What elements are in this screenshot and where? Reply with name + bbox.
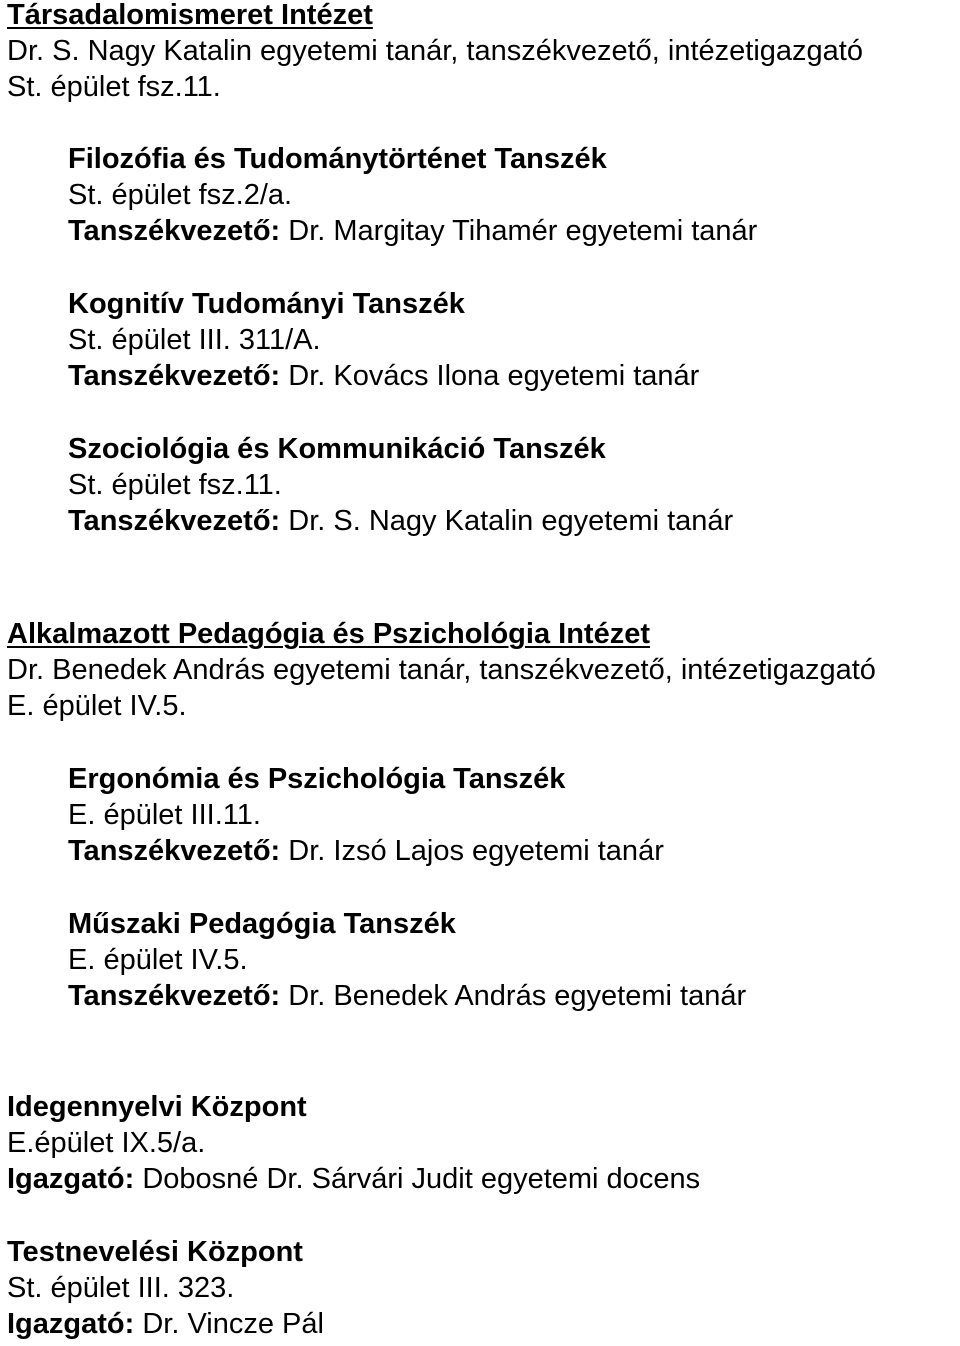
institute-location: St. épület fsz.11. xyxy=(7,71,221,103)
department-name: Műszaki Pedagógia Tanszék xyxy=(68,908,456,940)
department-head-line xyxy=(68,503,733,539)
role-label: Igazgató: xyxy=(7,1163,135,1195)
department-head: Dr. Benedek András egyetemi tanár xyxy=(288,980,747,1012)
institute-head: Dr. Benedek András egyetemi tanár, tanszékvezető, intézetigazgató xyxy=(7,654,876,686)
department-location: E. épület IV.5. xyxy=(68,944,248,976)
department-location: E. épület III.11. xyxy=(68,799,261,831)
center-head-line xyxy=(7,1306,324,1342)
role-label: Tanszékvezető: xyxy=(68,505,281,537)
center-location: St. épület III. 323. xyxy=(7,1272,235,1304)
department-head: Dr. S. Nagy Katalin egyetemi tanár xyxy=(288,505,734,537)
department-location: St. épület fsz.2/a. xyxy=(68,179,293,211)
institute-title: Társadalomismeret Intézet xyxy=(7,0,373,31)
department-name: Kognitív Tudományi Tanszék xyxy=(68,288,465,320)
role-label: Tanszékvezető: xyxy=(68,980,281,1012)
role-label: Igazgató: xyxy=(7,1308,135,1340)
department-name: Ergonómia és Pszichológia Tanszék xyxy=(68,763,566,795)
institute-title: Alkalmazott Pedagógia és Pszichológia Intézet xyxy=(7,618,650,650)
department-head-line xyxy=(68,978,746,1014)
role-label: Tanszékvezető: xyxy=(68,215,281,247)
department-location: St. épület III. 311/A. xyxy=(68,324,321,356)
department-name: Szociológia és Kommunikáció Tanszék xyxy=(68,433,606,465)
center-location: E.épület IX.5/a. xyxy=(7,1127,206,1159)
department-head-line xyxy=(68,213,757,249)
institute-location: E. épület IV.5. xyxy=(7,690,187,722)
center-head-line xyxy=(7,1161,700,1197)
department-location: St. épület fsz.11. xyxy=(68,469,282,501)
department-head: Dr. Izsó Lajos egyetemi tanár xyxy=(288,835,664,867)
department-name: Filozófia és Tudománytörténet Tanszék xyxy=(68,143,607,175)
role-label: Tanszékvezető: xyxy=(68,835,281,867)
department-head: Dr. Margitay Tihamér egyetemi tanár xyxy=(288,215,758,247)
center-head: Dr. Vincze Pál xyxy=(142,1308,324,1340)
center-head: Dobosné Dr. Sárvári Judit egyetemi docens xyxy=(142,1163,701,1195)
department-head-line xyxy=(68,833,664,869)
role-label: Tanszékvezető: xyxy=(68,360,281,392)
center-title: Idegennyelvi Központ xyxy=(7,1091,307,1123)
department-head: Dr. Kovács Ilona egyetemi tanár xyxy=(288,360,700,392)
institute-head: Dr. S. Nagy Katalin egyetemi tanár, tanszékvezető, intézetigazgató xyxy=(7,35,863,67)
center-title: Testnevelési Központ xyxy=(7,1236,303,1268)
department-head-line xyxy=(68,358,699,394)
